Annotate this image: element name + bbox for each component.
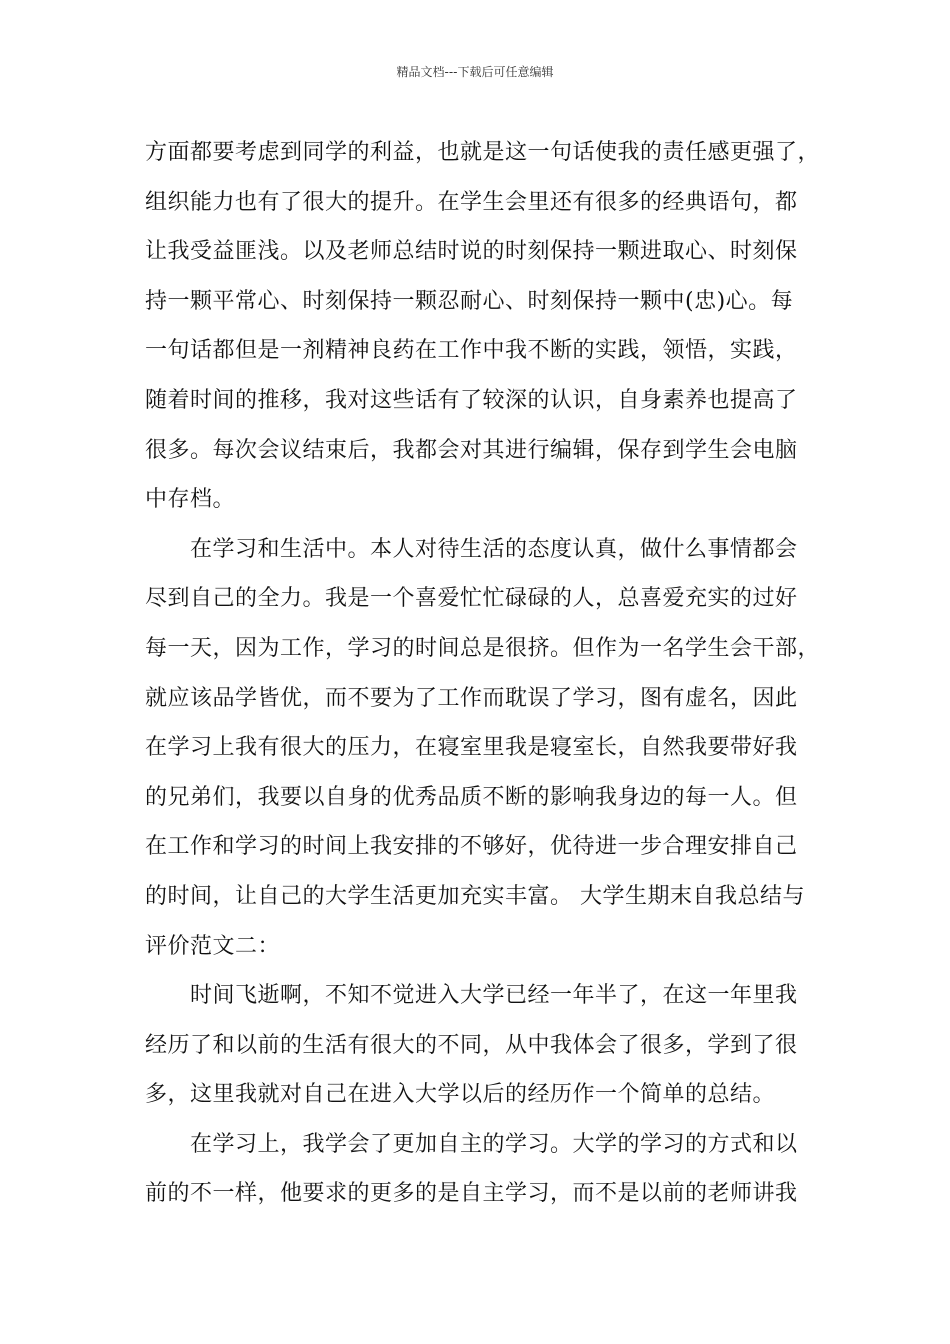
text-line: 组织能力也有了很大的提升。在学生会里还有很多的经典语句，都 (145, 189, 798, 215)
text-line: 在学习上我有很大的压力，在寝室里我是寝室长，自然我要带好我 (145, 735, 798, 761)
text-line: 尽到自己的全力。我是一个喜爱忙忙碌碌的人，总喜爱充实的过好 (145, 586, 798, 612)
text-line: 的兄弟们，我要以自身的优秀品质不断的影响我身边的每一人。但 (145, 784, 798, 810)
text-line: 很多。每次会议结束后，我都会对其进行编辑，保存到学生会电脑 (145, 437, 798, 463)
page-header: 精品文档---下载后可任意编辑 (396, 65, 554, 79)
text-line: 每一天，因为工作，学习的时间总是很挤。但作为一名学生会干部， (145, 635, 821, 661)
text-line: 让我受益匪浅。以及老师总结时说的时刻保持一颗进取心、时刻保 (145, 239, 798, 265)
text-line: 在工作和学习的时间上我安排的不够好，优待进一步合理安排自己 (145, 834, 798, 860)
document-body (145, 128, 821, 1219)
text-line: 的时间，让自己的大学生活更加充实丰富。 大学生期末自我总结与 (145, 883, 805, 909)
text-line: 持一颗平常心、时刻保持一颗忍耐心、时刻保持一颗中(忠)心。每 (145, 288, 794, 314)
paragraph-start-line: 在学习和生活中。本人对待生活的态度认真，做什么事情都会 (190, 536, 798, 562)
text-line: 方面都要考虑到同学的利益，也就是这一句话使我的责任感更强了， (145, 140, 821, 165)
text-line: 前的不一样，他要求的更多的是自主学习，而不是以前的老师讲我 (145, 1181, 798, 1207)
text-line: 就应该品学皆优，而不要为了工作而耽误了学习，图有虚名，因此 (145, 685, 798, 711)
text-line: 多，这里我就对自己在进入大学以后的经历作一个简单的总结。 (145, 1082, 776, 1108)
paragraph-start-line: 在学习上，我学会了更加自主的学习。大学的学习的方式和以 (190, 1131, 798, 1157)
text-line: 经历了和以前的生活有很大的不同，从中我体会了很多，学到了很 (145, 1032, 798, 1058)
text-line: 中存档。 (145, 487, 236, 513)
text-line: 一句话都但是一剂精神良药在工作中我不断的实践，领悟，实践， (145, 338, 798, 364)
text-line: 随着时间的推移，我对这些话有了较深的认识，自身素养也提高了 (145, 387, 798, 413)
paragraph-start-line: 时间飞逝啊，不知不觉进入大学已经一年半了，在这一年里我 (190, 983, 798, 1009)
text-line: 评价范文二： (145, 933, 281, 959)
